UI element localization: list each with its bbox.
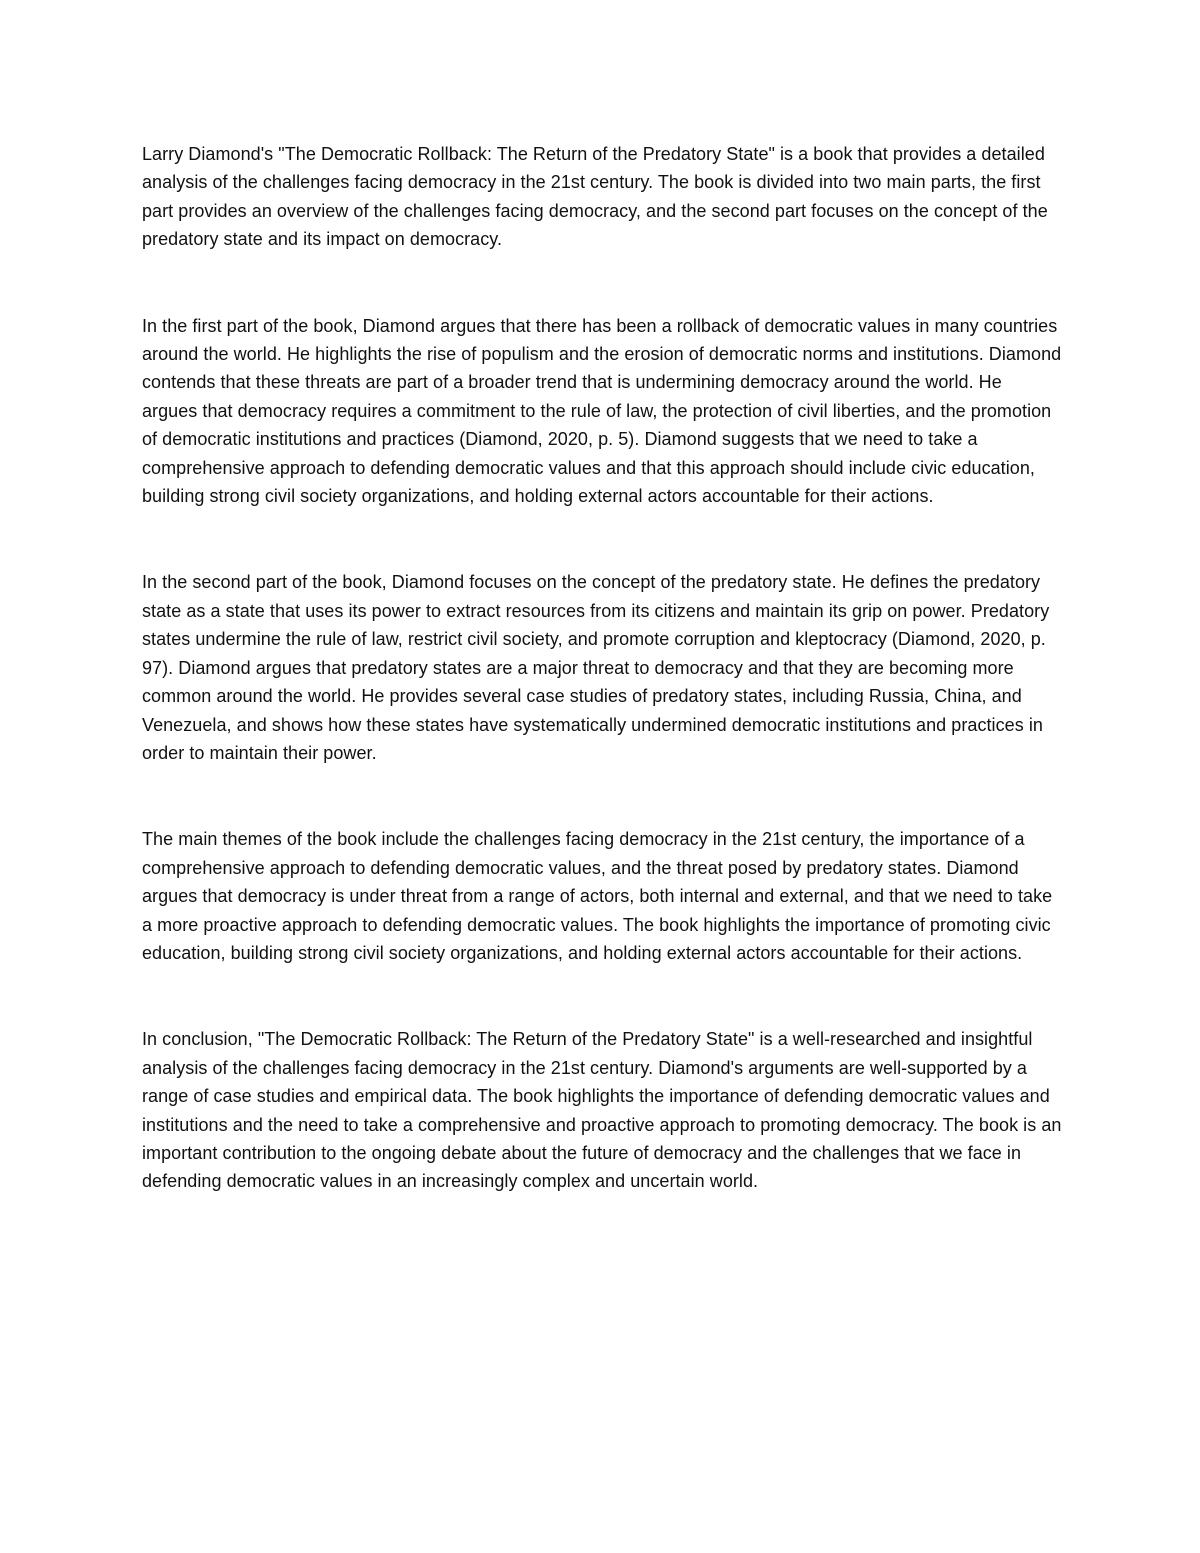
paragraph-introduction: Larry Diamond's "The Democratic Rollback: The Return of the Predatory State" is a book that provides a detailed analysis of the challenges facing democracy in the 21st century. The book is divided into two main parts, the first part provides an overview of the challenges facing democracy, and the second part focuses on the concept of the predatory state and its impact on democracy. (142, 144, 1048, 250)
document-body (142, 140, 1062, 1254)
paragraph-main-themes: The main themes of the book include the challenges facing democracy in the 21st century, the importance of a comprehensive approach to defending democratic values, and the threat posed by predatory states. Diamond argues that democracy is under threat from a range of actors, both internal and external, and that we need to take a more proactive approach to defending democratic values. The book highlights the importance of promoting civic education, building strong civil society organizations, and holding external actors accountable for their actions. (142, 829, 1053, 963)
paragraph-conclusion: In conclusion, "The Democratic Rollback: The Return of the Predatory State" is a well-researched and insightful analysis of the challenges facing democracy in the 21st century. Diamond's arguments are well-supported by a range of case studies and empirical data. The book highlights the importance of defending democratic values and institutions and the need to take a comprehensive and proactive approach to promoting democracy. The book is an important contribution to the ongoing debate about the future of democracy and the challenges that we face in defending democratic values in an increasingly complex and uncertain world. (142, 1029, 1062, 1192)
paragraph-first-part: In the first part of the book, Diamond argues that there has been a rollback of democratic values in many countries around the world. He highlights the rise of populism and the erosion of democratic norms and institutions. Diamond contends that these threats are part of a broader trend that is undermining democracy around the world. He argues that democracy requires a commitment to the rule of law, the protection of civil liberties, and the promotion of democratic institutions and practices (Diamond, 2020, p. 5). Diamond suggests that we need to take a comprehensive approach to defending democratic values and that this approach should include civic education, building strong civil society organizations, and holding external actors accountable for their actions. (142, 315, 1062, 507)
paragraph-second-part: In the second part of the book, Diamond focuses on the concept of the predatory state. He defines the predatory state as a state that uses its power to extract resources from its citizens and maintain its grip on power. Predatory states undermine the rule of law, restrict civil society, and promote corruption and kleptocracy (Diamond, 2020, p. 97). Diamond argues that predatory states are a major threat to democracy and that they are becoming more common around the world. He provides several case studies of predatory states, including Russia, China, and Venezuela, and shows how these states have systematically undermined democratic institutions and practices in order to maintain their power. (142, 572, 1050, 763)
